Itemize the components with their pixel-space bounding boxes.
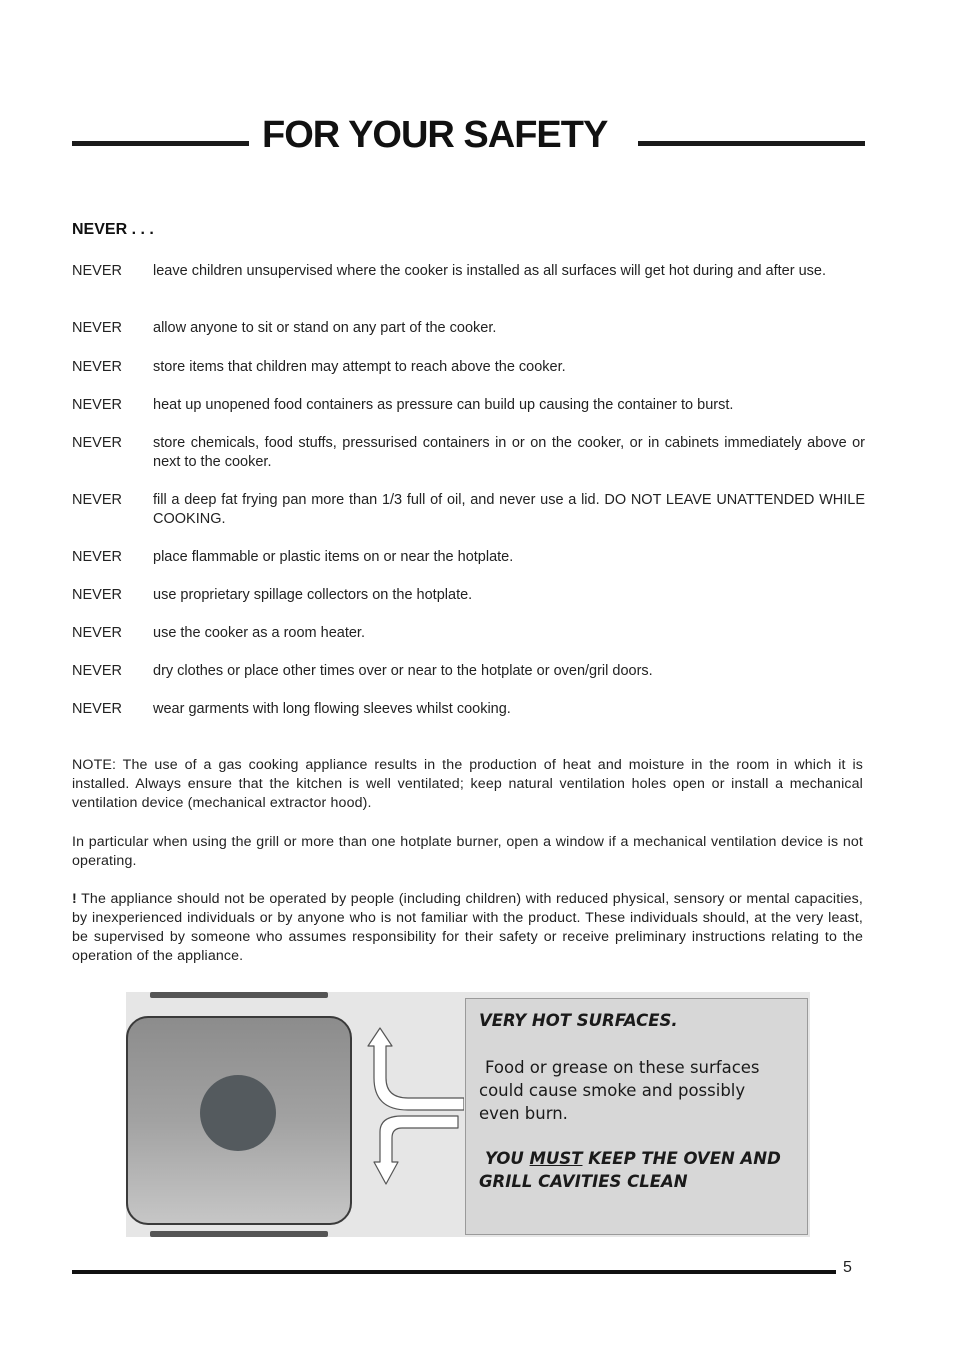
never-text: use the cooker as a room heater. <box>153 625 365 641</box>
appliance-note-text: The appliance should not be operated by people (including children) with reduced physical, sensory or mental capacities, by inexperienced individuals or by anyone who is not familiar with the product. These individuals should, at the very least, be supervised by someone who assumes responsibility for their safety or receive preliminary instructions relating to the operation of the appliance. <box>72 891 863 964</box>
title-rule-left <box>72 141 249 146</box>
warning-body-line: could cause smoke and possibly <box>479 1081 746 1100</box>
never-text: wear garments with long flowing sleeves whilst cooking. <box>153 701 511 717</box>
never-label: NEVER <box>72 625 122 641</box>
never-text: use proprietary spillage collectors on the hotplate. <box>153 587 473 603</box>
never-text: leave children unsupervised where the cooker is installed as all surfaces will get hot during and after use. <box>153 263 827 279</box>
direction-arrows-icon <box>364 1022 464 1192</box>
ventilation-note: NOTE: The use of a gas cooking appliance results in the production of heat and moisture in the room in which it is installed. Always ensure that the kitchen is well ventilated; keep natural ventilation holes open or install a mechanical ventilation device (mechanical extractor hood). <box>72 757 863 811</box>
oven-cavity-icon <box>126 1016 352 1225</box>
warning-body <box>479 1056 797 1125</box>
page-number: 5 <box>843 1259 852 1276</box>
never-label: NEVER <box>72 435 122 451</box>
never-text: dry clothes or place other times over or near to the hotplate or oven/gril doors. <box>153 663 653 679</box>
footer-rule <box>72 1270 836 1274</box>
oven-door-bar-top <box>150 992 328 998</box>
never-text: allow anyone to sit or stand on any part of the cooker. <box>153 320 497 336</box>
never-label: NEVER <box>72 320 122 336</box>
warning-mark: ! <box>72 891 77 907</box>
oven-fan-icon <box>200 1075 276 1151</box>
never-heading: NEVER . . . <box>72 221 154 238</box>
never-label: NEVER <box>72 397 122 413</box>
warning-action-post: KEEP THE OVEN AND <box>582 1149 781 1168</box>
never-label: NEVER <box>72 263 122 279</box>
never-label: NEVER <box>72 701 122 717</box>
never-label: NEVER <box>72 492 122 508</box>
warning-body-line: even burn. <box>479 1104 568 1123</box>
never-label: NEVER <box>72 587 122 603</box>
warning-body-line: Food or grease on these surfaces <box>485 1058 760 1077</box>
never-text: heat up unopened food containers as pressure can build up causing the container to burst. <box>153 397 734 413</box>
title-row <box>72 110 865 162</box>
arrow-down-icon <box>374 1116 458 1184</box>
grill-note: In particular when using the grill or more than one hotplate burner, open a window if a mechanical ventilation device is not operating. <box>72 834 863 869</box>
warning-action-pre: YOU <box>485 1149 530 1168</box>
hot-surfaces-warning-box <box>465 998 808 1235</box>
never-label: NEVER <box>72 663 122 679</box>
arrow-up-icon <box>368 1028 464 1110</box>
hot-surface-illustration <box>126 992 810 1237</box>
oven-door-bar-bottom <box>150 1231 328 1237</box>
warning-title: VERY HOT SURFACES. <box>479 1011 678 1030</box>
never-text: store items that children may attempt to reach above the cooker. <box>153 359 566 375</box>
warning-action-must: MUST <box>529 1149 583 1168</box>
warning-action-line2: GRILL CAVITIES CLEAN <box>479 1172 688 1191</box>
never-text: store chemicals, food stuffs, pressurised containers in or on the cooker, or in cabinets immediately above or next to the cooker. <box>153 435 865 470</box>
never-text: fill a deep fat frying pan more than 1/3 full of oil, and never use a lid. DO NOT LEAVE UNATTENDED WHILE COOKING. <box>153 492 865 527</box>
never-label: NEVER <box>72 359 122 375</box>
appliance-note <box>72 890 863 966</box>
title-rule-right <box>638 141 865 146</box>
warning-action <box>479 1147 797 1193</box>
never-text: place flammable or plastic items on or near the hotplate. <box>153 549 514 565</box>
never-label: NEVER <box>72 549 122 565</box>
page-title: FOR YOUR SAFETY <box>262 114 608 156</box>
